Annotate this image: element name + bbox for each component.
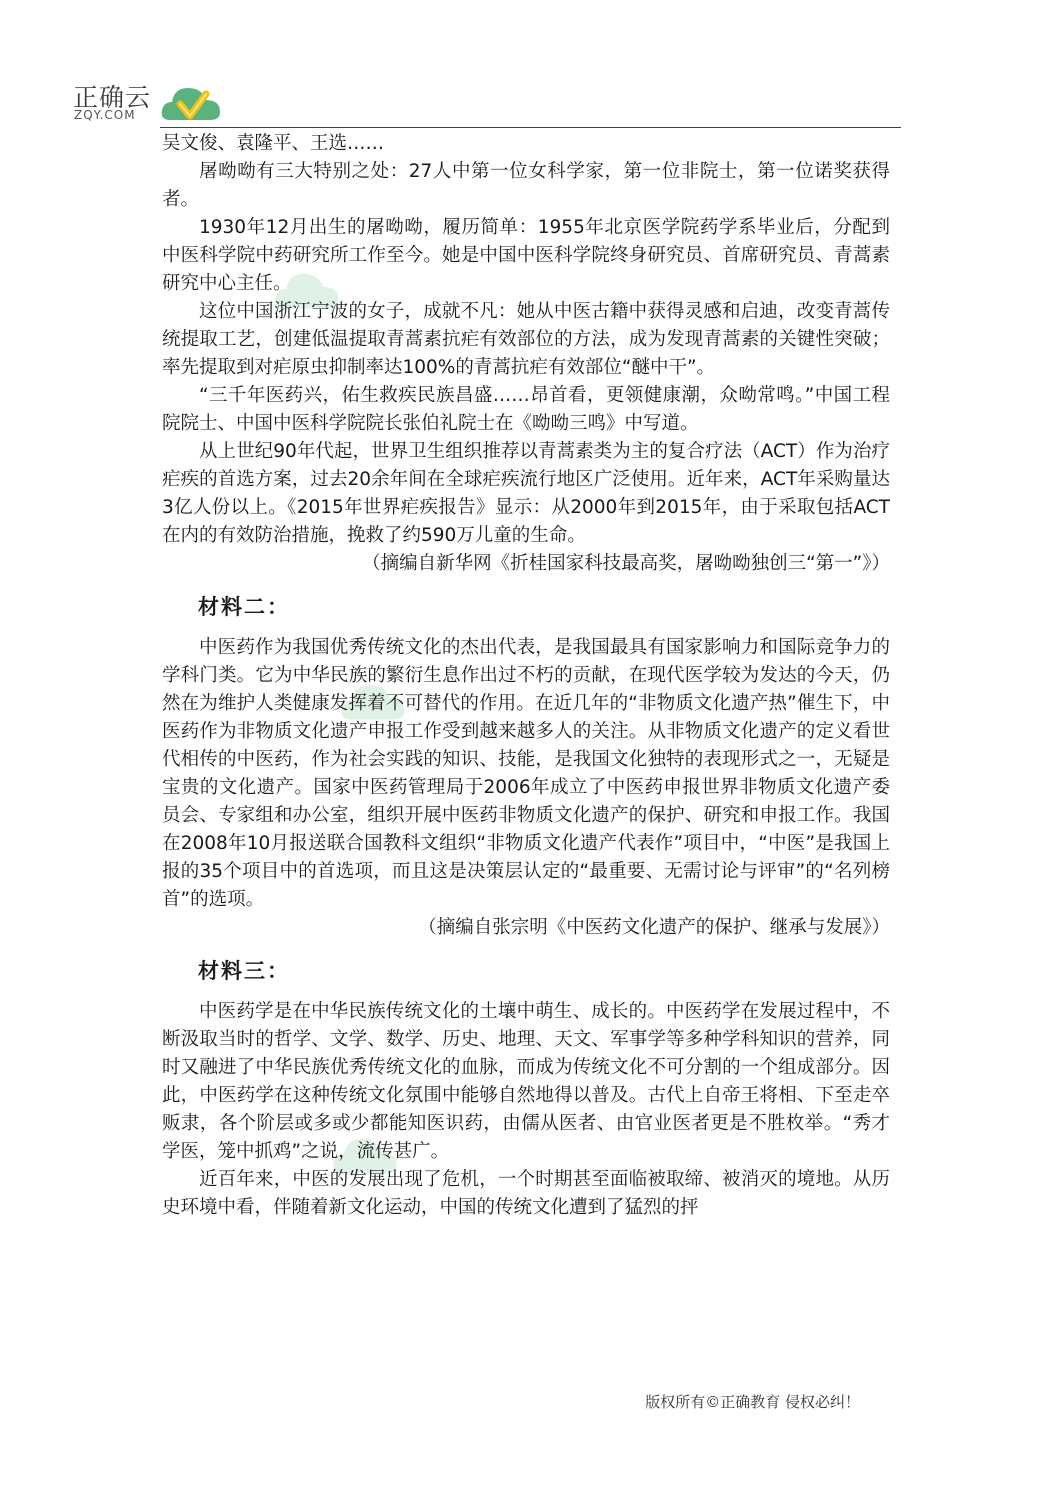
section-heading: 材料二： [198,595,290,619]
brand-name: 正确云 [73,83,152,112]
paragraph: 吴文俊、袁隆平、王选…… [162,133,385,154]
paragraph: 这位中国浙江宁波的女子，成就不凡：她从中医古籍中获得灵感和启迪，改变青蒿传统提取工艺，创建低温提取青蒿素抗疟有效部位的方法，成为发现青蒿素的关键性突破；率先提取到对疟原虫抑制率达100%的青蒿抗疟有效部位“醚中干”。 [162,301,890,378]
copyright-footer: 版权所有©正确教育 侵权必纠！ [645,1393,860,1411]
section-heading: 材料三： [198,959,290,983]
brand-logo [160,80,320,128]
paragraph: 屠呦呦有三大特别之处：27人中第一位女科学家，第一位非院士，第一位诺奖获得者。 [162,161,890,210]
cloud-check-icon [160,80,222,126]
source-citation: （摘编自张宗明《中医药文化遗产的保护、继承与发展》） [418,917,890,938]
paragraph: 近百年来，中医的发展出现了危机，一个时期甚至面临被取缔、被消灭的境地。从历史环境中看，伴随着新文化运动，中国的传统文化遭到了猛烈的抨 [162,1169,890,1218]
paragraph: 中医药学是在中华民族传统文化的土壤中萌生、成长的。中医药学在发展过程中，不断汲取当时的哲学、文学、数学、历史、地理、天文、军事学等多种学科知识的营养，同时又融进了中华民族优秀传统文化的血脉，而成为传统文化不可分割的一个组成部分。因此，中医药学在这种传统文化氛围中能够自然地得以普及。古代上自帝王将相、下至走卒贩隶，各个阶层或多或少都能知医识药，由儒从医者、由官业医者更是不胜枚举。“秀才学医，笼中抓鸡”之说，流传甚广。 [162,1001,890,1162]
paragraph: 中医药作为我国优秀传统文化的杰出代表，是我国最具有国家影响力和国际竞争力的学科门类。它为中华民族的繁衍生息作出过不朽的贡献，在现代医学较为发达的今天，仍然在为维护人类健康发挥着不可替代的作用。在近几年的“非物质文化遗产热”催生下，中医药作为非物质文化遗产申报工作受到越来越多人的关注。从非物质文化遗产的定义看世代相传的中医药，作为社会实践的知识、技能，是我国文化独特的表现形式之一，无疑是宝贵的文化遗产。国家中医药管理局于2006年成立了中医药申报世界非物质文化遗产委员会、专家组和办公室，组织开展中医药非物质文化遗产的保护、研究和申报工作。我国在2008年10月报送联合国教科文组织“非物质文化遗产代表作”项目中，“中医”是我国上报的35个项目中的首选项，而且这是决策层认定的“最重要、无需讨论与评审”的“名列榜首”的选项。 [162,637,890,910]
paragraph: 从上世纪90年代起，世界卫生组织推荐以青蒿素类为主的复合疗法（ACT）作为治疗疟疾的首选方案，过去20余年间在全球疟疾流行地区广泛使用。近年来，ACT年采购量达3亿人份以上。《2015年世界疟疾报告》显示：从2000年到2015年，由于采取包括ACT在内的有效防治措施，挽救了约590万儿童的生命。 [162,441,890,546]
document-body [162,130,890,1222]
paragraph: 1930年12月出生的屠呦呦，履历简单：1955年北京医学院药学系毕业后，分配到中医科学院中药研究所工作至今。她是中国中医科学院终身研究员、首席研究员、青蒿素研究中心主任。 [162,217,890,294]
paragraph: “三千年医药兴，佑生救疾民族昌盛……昂首看，更领健康潮，众呦常鸣。”中国工程院院士、中国中医科学院院长张伯礼院士在《呦呦三鸣》中写道。 [162,385,890,434]
page-header [0,0,1058,130]
brand-domain: ZQY.COM [74,108,136,122]
header-divider [160,127,901,128]
source-citation: （摘编自新华网《折桂国家科技最高奖，屠呦呦独创三“第一”》） [362,553,890,574]
